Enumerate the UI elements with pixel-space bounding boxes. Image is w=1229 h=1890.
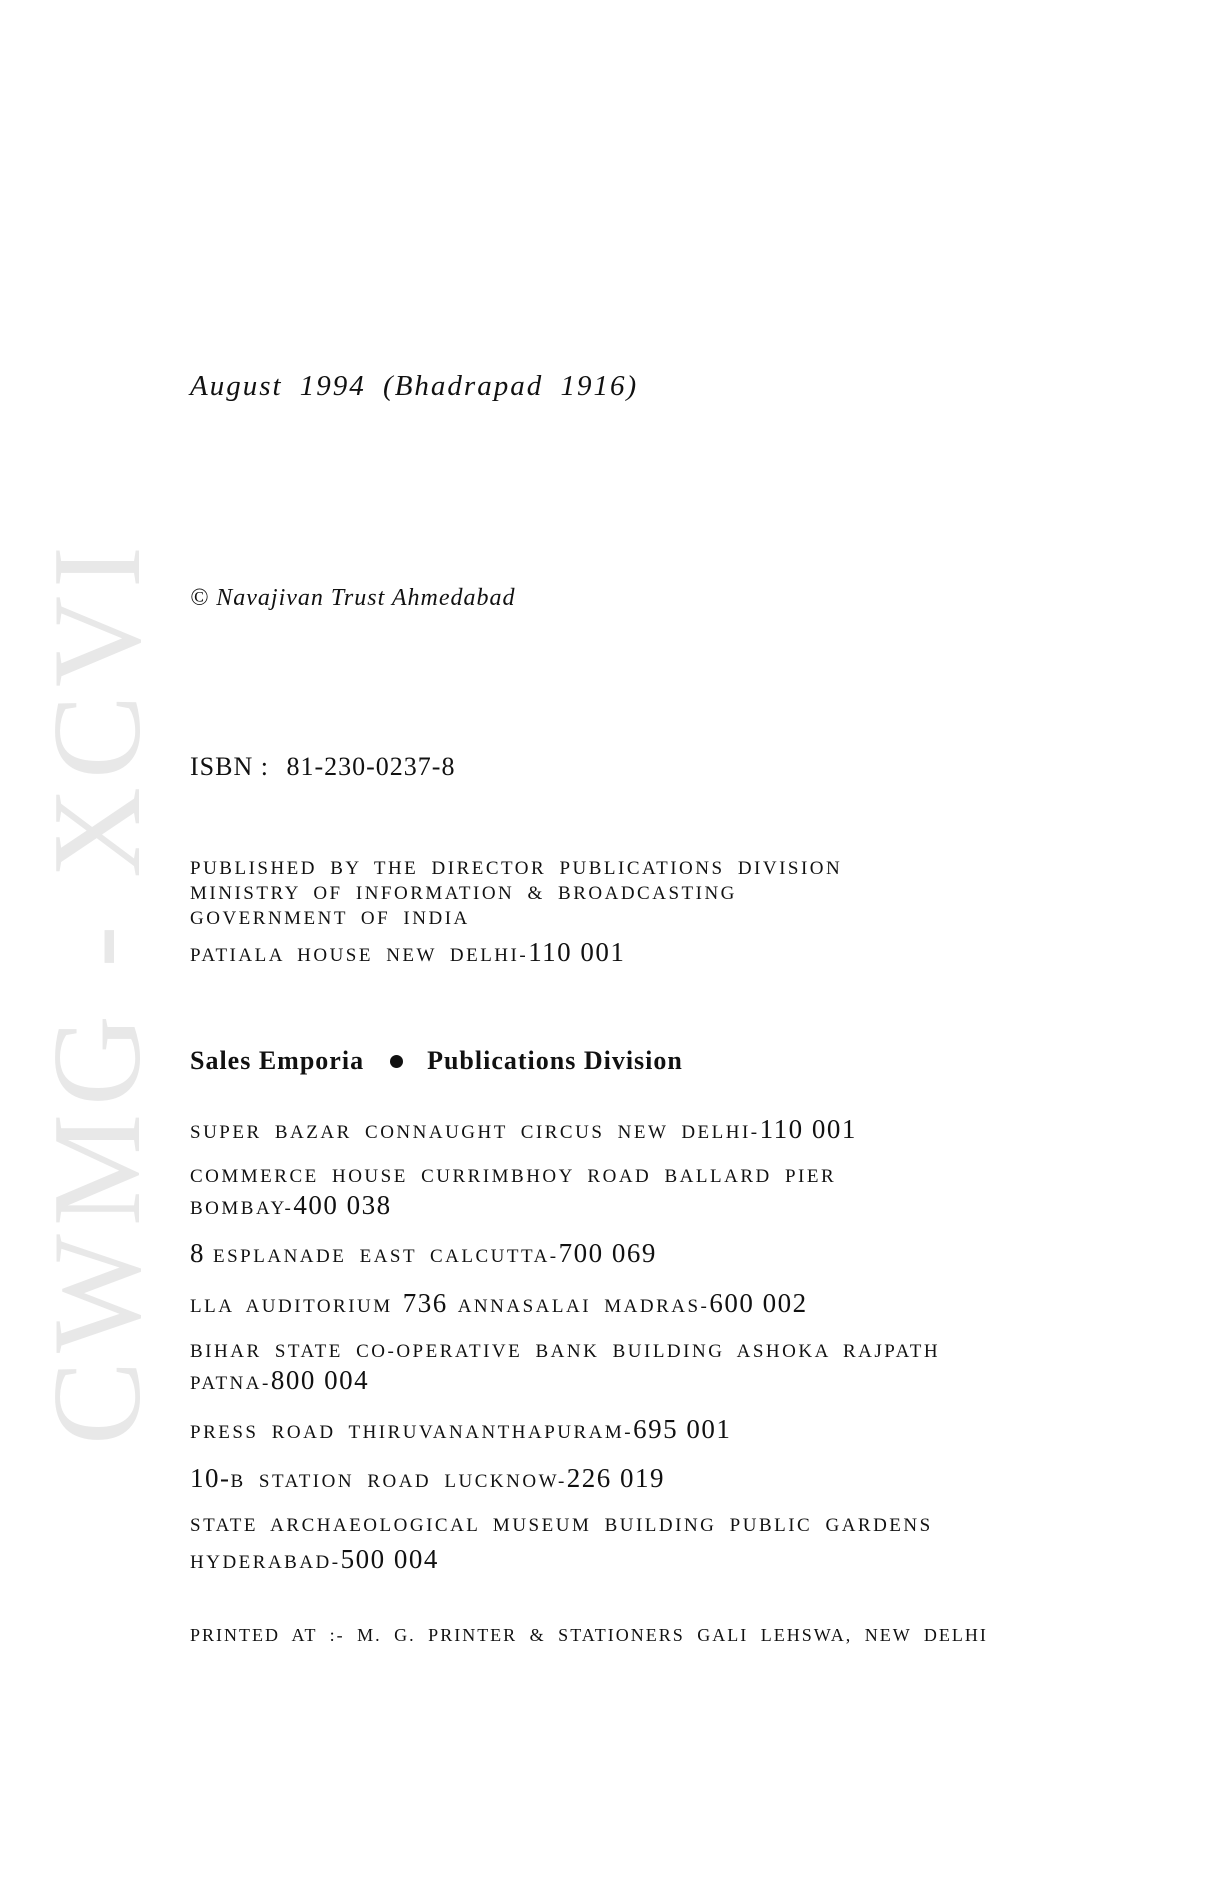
emporium-address — [190, 1114, 857, 1145]
address-pin: 500 004 — [340, 1544, 439, 1574]
isbn-label: ISBN : — [190, 752, 269, 781]
address-text: PATNA- — [190, 1373, 271, 1394]
address-pin: 226 019 — [566, 1463, 666, 1493]
copyright-notice: © Navajivan Trust Ahmedabad — [190, 585, 516, 611]
bullet-icon — [390, 1055, 403, 1068]
address-text: PRESS ROAD THIRUVANANTHAPURAM- — [190, 1422, 634, 1443]
address-pin: 695 001 — [633, 1414, 732, 1444]
address-number: 10- — [190, 1463, 231, 1493]
address-pin: 800 004 — [270, 1365, 370, 1395]
publisher-line-2: MINISTRY OF INFORMATION & BROADCASTING — [190, 883, 737, 904]
address-text: SUPER BAZAR CONNAUGHT CIRCUS NEW DELHI- — [190, 1122, 760, 1143]
publisher-pin: 110 001 — [528, 937, 626, 967]
address-number: 8 — [190, 1238, 205, 1268]
emporium-address-line: BIHAR STATE CO-OPERATIVE BANK BUILDING ASHOKA RAJPATH — [190, 1341, 941, 1362]
address-text: ANNASALAI MADRAS- — [457, 1296, 710, 1317]
emporium-address-line: STATE ARCHAEOLOGICAL MUSEUM BUILDING PUBLIC GARDENS — [190, 1515, 933, 1536]
emporium-address — [190, 1463, 665, 1494]
emporium-address-line: COMMERCE HOUSE CURRIMBHOY ROAD BALLARD PIER — [190, 1166, 837, 1187]
emporium-address — [190, 1414, 731, 1445]
address-text: ESPLANADE EAST CALCUTTA- — [213, 1246, 559, 1267]
emporium-address — [190, 1288, 808, 1319]
address-text: LLA AUDITORIUM — [190, 1296, 393, 1317]
publisher-line-1: PUBLISHED BY THE DIRECTOR PUBLICATIONS DIVISION — [190, 858, 843, 879]
sales-heading-right: Publications Division — [427, 1046, 683, 1075]
address-pin: 600 002 — [709, 1288, 808, 1318]
address-pin: 400 038 — [293, 1190, 392, 1220]
emporium-address — [190, 1544, 439, 1575]
address-pin: 700 069 — [558, 1238, 657, 1268]
publisher-address — [190, 937, 625, 968]
sales-heading — [190, 1046, 683, 1076]
printer-credit: PRINTED AT :- M. G. PRINTER & STATIONERS GALI LEHSWA, NEW DELHI — [190, 1625, 988, 1645]
watermark-text: CWMG - XCVI — [28, 538, 167, 1445]
publisher-address-text: PATIALA HOUSE NEW DELHI- — [190, 945, 529, 966]
publication-date: August 1994 (Bhadrapad 1916) — [190, 370, 639, 402]
publisher-line-3: GOVERNMENT OF INDIA — [190, 908, 470, 929]
emporium-address — [190, 1238, 657, 1269]
address-pin: 110 001 — [759, 1114, 857, 1144]
emporium-address — [190, 1190, 392, 1221]
isbn-line — [190, 752, 455, 782]
emporium-address — [190, 1365, 369, 1396]
address-text: BOMBAY- — [190, 1198, 294, 1219]
address-number: 736 — [402, 1288, 448, 1318]
sales-heading-left: Sales Emporia — [190, 1046, 365, 1075]
address-text: HYDERABAD- — [190, 1552, 341, 1573]
isbn-value: 81-230-0237-8 — [286, 752, 456, 781]
address-text: B STATION ROAD LUCKNOW- — [230, 1471, 567, 1492]
